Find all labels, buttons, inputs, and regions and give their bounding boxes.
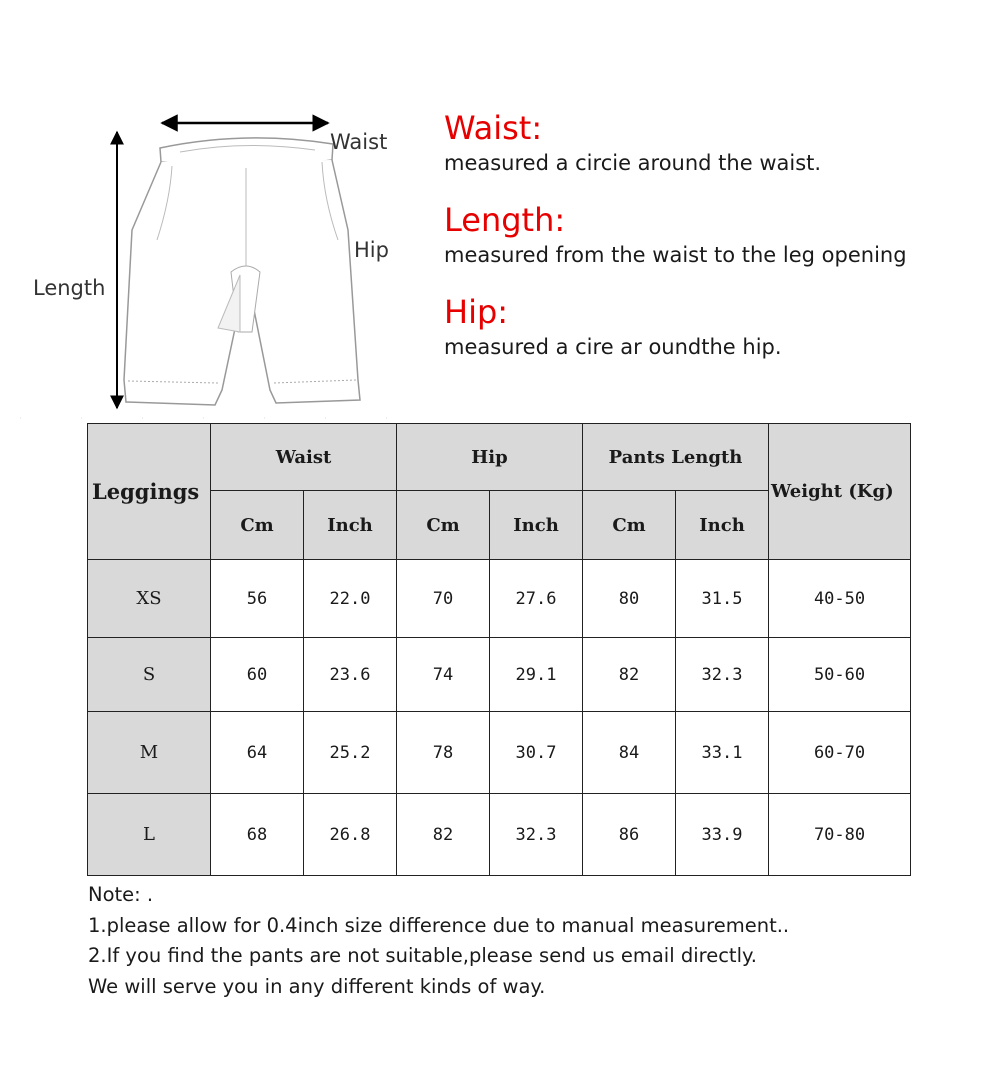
table-row — [88, 794, 911, 876]
value-cell: 31.5 — [676, 560, 769, 638]
definition-text: measured from the waist to the leg opening — [444, 243, 907, 267]
size-cell: S — [88, 638, 211, 712]
definition-hip — [444, 292, 984, 362]
value-cell: 86 — [583, 794, 676, 876]
value-cell: 74 — [397, 638, 490, 712]
size-cell: M — [88, 712, 211, 794]
value-cell: 60 — [211, 638, 304, 712]
value-cell: 64 — [211, 712, 304, 794]
value-cell: 32.3 — [676, 638, 769, 712]
unit-header: Inch — [304, 491, 397, 560]
value-cell: 29.1 — [490, 638, 583, 712]
value-cell: 82 — [397, 794, 490, 876]
note-heading: Note: . — [88, 883, 154, 906]
value-cell: 33.9 — [676, 794, 769, 876]
weight-cell: 50-60 — [769, 638, 911, 712]
note-line: 2.If you find the pants are not suitable,please send us email directly. — [88, 944, 757, 967]
definition-title: Waist: — [444, 109, 543, 147]
unit-header: Cm — [583, 491, 676, 560]
notes-section — [88, 880, 968, 1002]
measurement-definitions — [444, 108, 984, 384]
value-cell: 26.8 — [304, 794, 397, 876]
hip-label: Hip — [354, 238, 389, 262]
size-chart-table — [87, 423, 911, 876]
weight-cell: 60-70 — [769, 712, 911, 794]
unit-header: Inch — [490, 491, 583, 560]
value-cell: 33.1 — [676, 712, 769, 794]
unit-header: Cm — [397, 491, 490, 560]
definition-title: Hip: — [444, 293, 509, 331]
value-cell: 22.0 — [304, 560, 397, 638]
value-cell: 23.6 — [304, 638, 397, 712]
value-cell: 68 — [211, 794, 304, 876]
table-row — [88, 560, 911, 638]
value-cell: 84 — [583, 712, 676, 794]
definition-waist — [444, 108, 984, 178]
weight-header: Weight (Kg) — [769, 424, 911, 560]
group-header-hip: Hip — [397, 424, 583, 491]
value-cell: 70 — [397, 560, 490, 638]
value-cell: 30.7 — [490, 712, 583, 794]
note-line: 1.please allow for 0.4inch size difference due to manual measurement.. — [88, 913, 790, 937]
weight-cell: 40-50 — [769, 560, 911, 638]
size-cell: L — [88, 794, 211, 876]
value-cell: 56 — [211, 560, 304, 638]
size-cell: XS — [88, 560, 211, 638]
value-cell: 27.6 — [490, 560, 583, 638]
weight-cell: 70-80 — [769, 794, 911, 876]
note-line: We will serve you in any different kinds of way. — [88, 974, 546, 998]
unit-header: Inch — [676, 491, 769, 560]
table-row — [88, 638, 911, 712]
group-header-waist: Waist — [211, 424, 397, 491]
value-cell: 78 — [397, 712, 490, 794]
shorts-diagram — [20, 100, 430, 420]
group-header-pants-length: Pants Length — [583, 424, 769, 491]
value-cell: 80 — [583, 560, 676, 638]
value-cell: 82 — [583, 638, 676, 712]
header-row-groups — [88, 424, 911, 491]
definition-text: measured a cire ar oundthe hip. — [444, 335, 782, 359]
definition-text: measured a circie around the waist. — [444, 151, 822, 175]
waist-label: Waist — [330, 130, 388, 154]
length-label: Length — [33, 276, 106, 300]
unit-header: Cm — [211, 491, 304, 560]
definition-length — [444, 200, 984, 270]
value-cell: 32.3 — [490, 794, 583, 876]
table-row — [88, 712, 911, 794]
value-cell: 25.2 — [304, 712, 397, 794]
corner-header: Leggings — [88, 424, 211, 560]
definition-title: Length: — [444, 201, 566, 239]
